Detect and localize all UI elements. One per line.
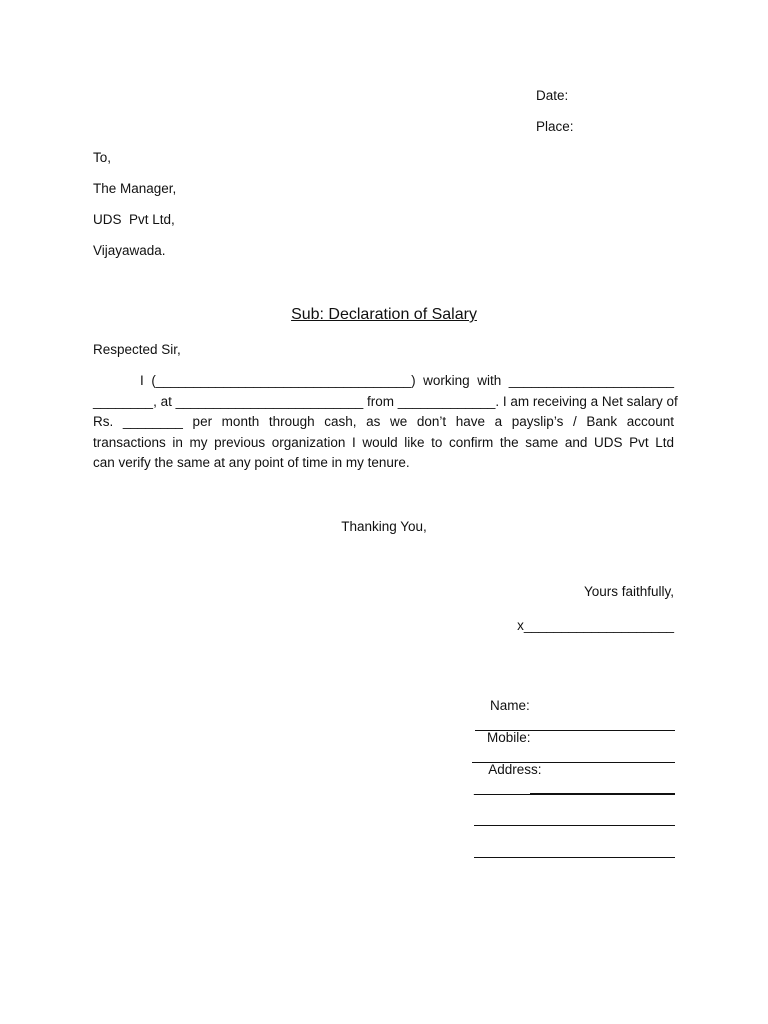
subject-line: Sub: Declaration of Salary <box>291 306 477 323</box>
mobile-label: Mobile: <box>487 730 531 745</box>
place-label: Place: <box>536 119 574 134</box>
body-line: ________, at _________________________ from _____________. I am receiving a Net salary of <box>93 393 678 409</box>
signature-line: x____________________ <box>517 618 674 633</box>
address-line-continuation: ________ <box>474 780 535 795</box>
address-line-3-rule <box>474 857 675 858</box>
date-label: Date: <box>536 88 569 103</box>
salutation: Respected Sir, <box>93 342 181 357</box>
recipient-city: Vijayawada. <box>93 243 166 258</box>
body-line: transactions in my previous organization I would like to confirm the same and UDS Pvt Ltd <box>93 434 674 450</box>
body-line: can verify the same at any point of time in my tenure. <box>93 455 410 470</box>
name-label: Name: <box>490 698 530 713</box>
recipient-to: To, <box>93 150 112 165</box>
address-line-1-rule <box>530 793 675 794</box>
body-paragraph <box>93 373 678 476</box>
body-line: I (__________________________________) working with ______________________ <box>140 373 674 388</box>
recipient-title: The Manager, <box>93 181 177 196</box>
body-line: Rs. ________ per month through cash, as we don’t have a payslip’s / Bank account <box>93 414 674 429</box>
recipient-company: UDS Pvt Ltd, <box>93 212 175 227</box>
address-line-2-rule <box>474 825 675 826</box>
yours-faithfully: Yours faithfully, <box>583 584 674 599</box>
thanking-line: Thanking You, <box>341 519 427 534</box>
address-label: Address: <box>488 762 542 777</box>
